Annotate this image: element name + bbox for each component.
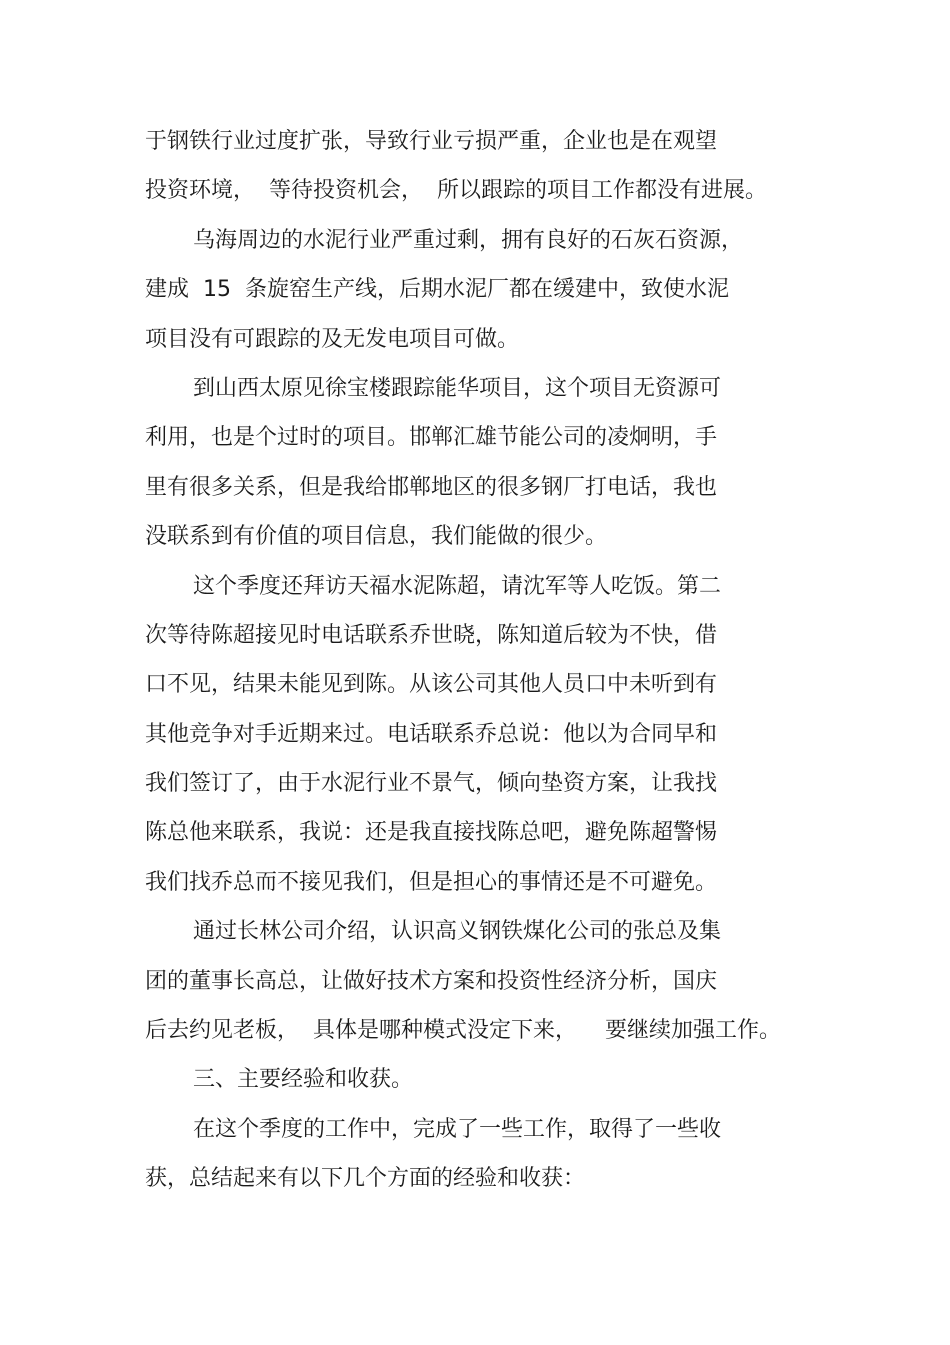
text-line: 我们签订了，由于水泥行业不景气，倾向垫资方案，让我找 <box>145 771 718 797</box>
text-line: 后去约见老板， 具体是哪种模式没定下来， 要继续加强工作。 <box>145 1018 781 1044</box>
paragraph-start-line: 乌海周边的水泥行业严重过剩，拥有良好的石灰石资源， <box>193 227 744 253</box>
text-line: 陈总他来联系，我说：还是我直接找陈总吧，避免陈超警惕 <box>145 820 718 846</box>
paragraph-start-line: 通过长林公司介绍，认识高义钢铁煤化公司的张总及集 <box>193 919 722 945</box>
text-line: 获，总结起来有以下几个方面的经验和收获： <box>145 1166 586 1192</box>
paragraph-start-line: 到山西太原见徐宝楼跟踪能华项目，这个项目无资源可 <box>193 375 722 401</box>
text-line: 建成 15 条旋窑生产线，后期水泥厂都在缓建中，致使水泥 <box>145 277 729 303</box>
text-line: 其他竞争对手近期来过。电话联系乔总说：他以为合同早和 <box>145 721 718 747</box>
body-text <box>145 120 805 1207</box>
text-line: 没联系到有价值的项目信息，我们能做的很少。 <box>145 524 608 550</box>
text-line: 次等待陈超接见时电话联系乔世晓，陈知道后较为不快，借 <box>145 622 718 648</box>
text-line: 利用，也是个过时的项目。邯郸汇雄节能公司的凌炯明，手 <box>145 425 718 451</box>
paragraph-start-line: 这个季度还拜访天福水泥陈超，请沈军等人吃饭。第二 <box>193 573 722 599</box>
text-line: 我们找乔总而不接见我们，但是担心的事情还是不可避免。 <box>145 869 718 895</box>
text-line: 于钢铁行业过度扩张，导致行业亏损严重，企业也是在观望 <box>145 129 718 154</box>
text-line: 投资环境， 等待投资机会， 所以跟踪的项目工作都没有进展。 <box>145 178 767 204</box>
text-line: 口不见，结果未能见到陈。从该公司其他人员口中未听到有 <box>145 672 718 698</box>
paragraph-start-line: 在这个季度的工作中，完成了一些工作，取得了一些收 <box>193 1116 722 1142</box>
text-line: 团的董事长高总，让做好技术方案和投资性经济分析，国庆 <box>145 968 718 994</box>
text-line: 项目没有可跟踪的及无发电项目可做。 <box>145 326 520 352</box>
text-line: 里有很多关系，但是我给邯郸地区的很多钢厂打电话，我也 <box>145 474 718 500</box>
section-heading: 三、主要经验和收获。 <box>193 1067 414 1093</box>
